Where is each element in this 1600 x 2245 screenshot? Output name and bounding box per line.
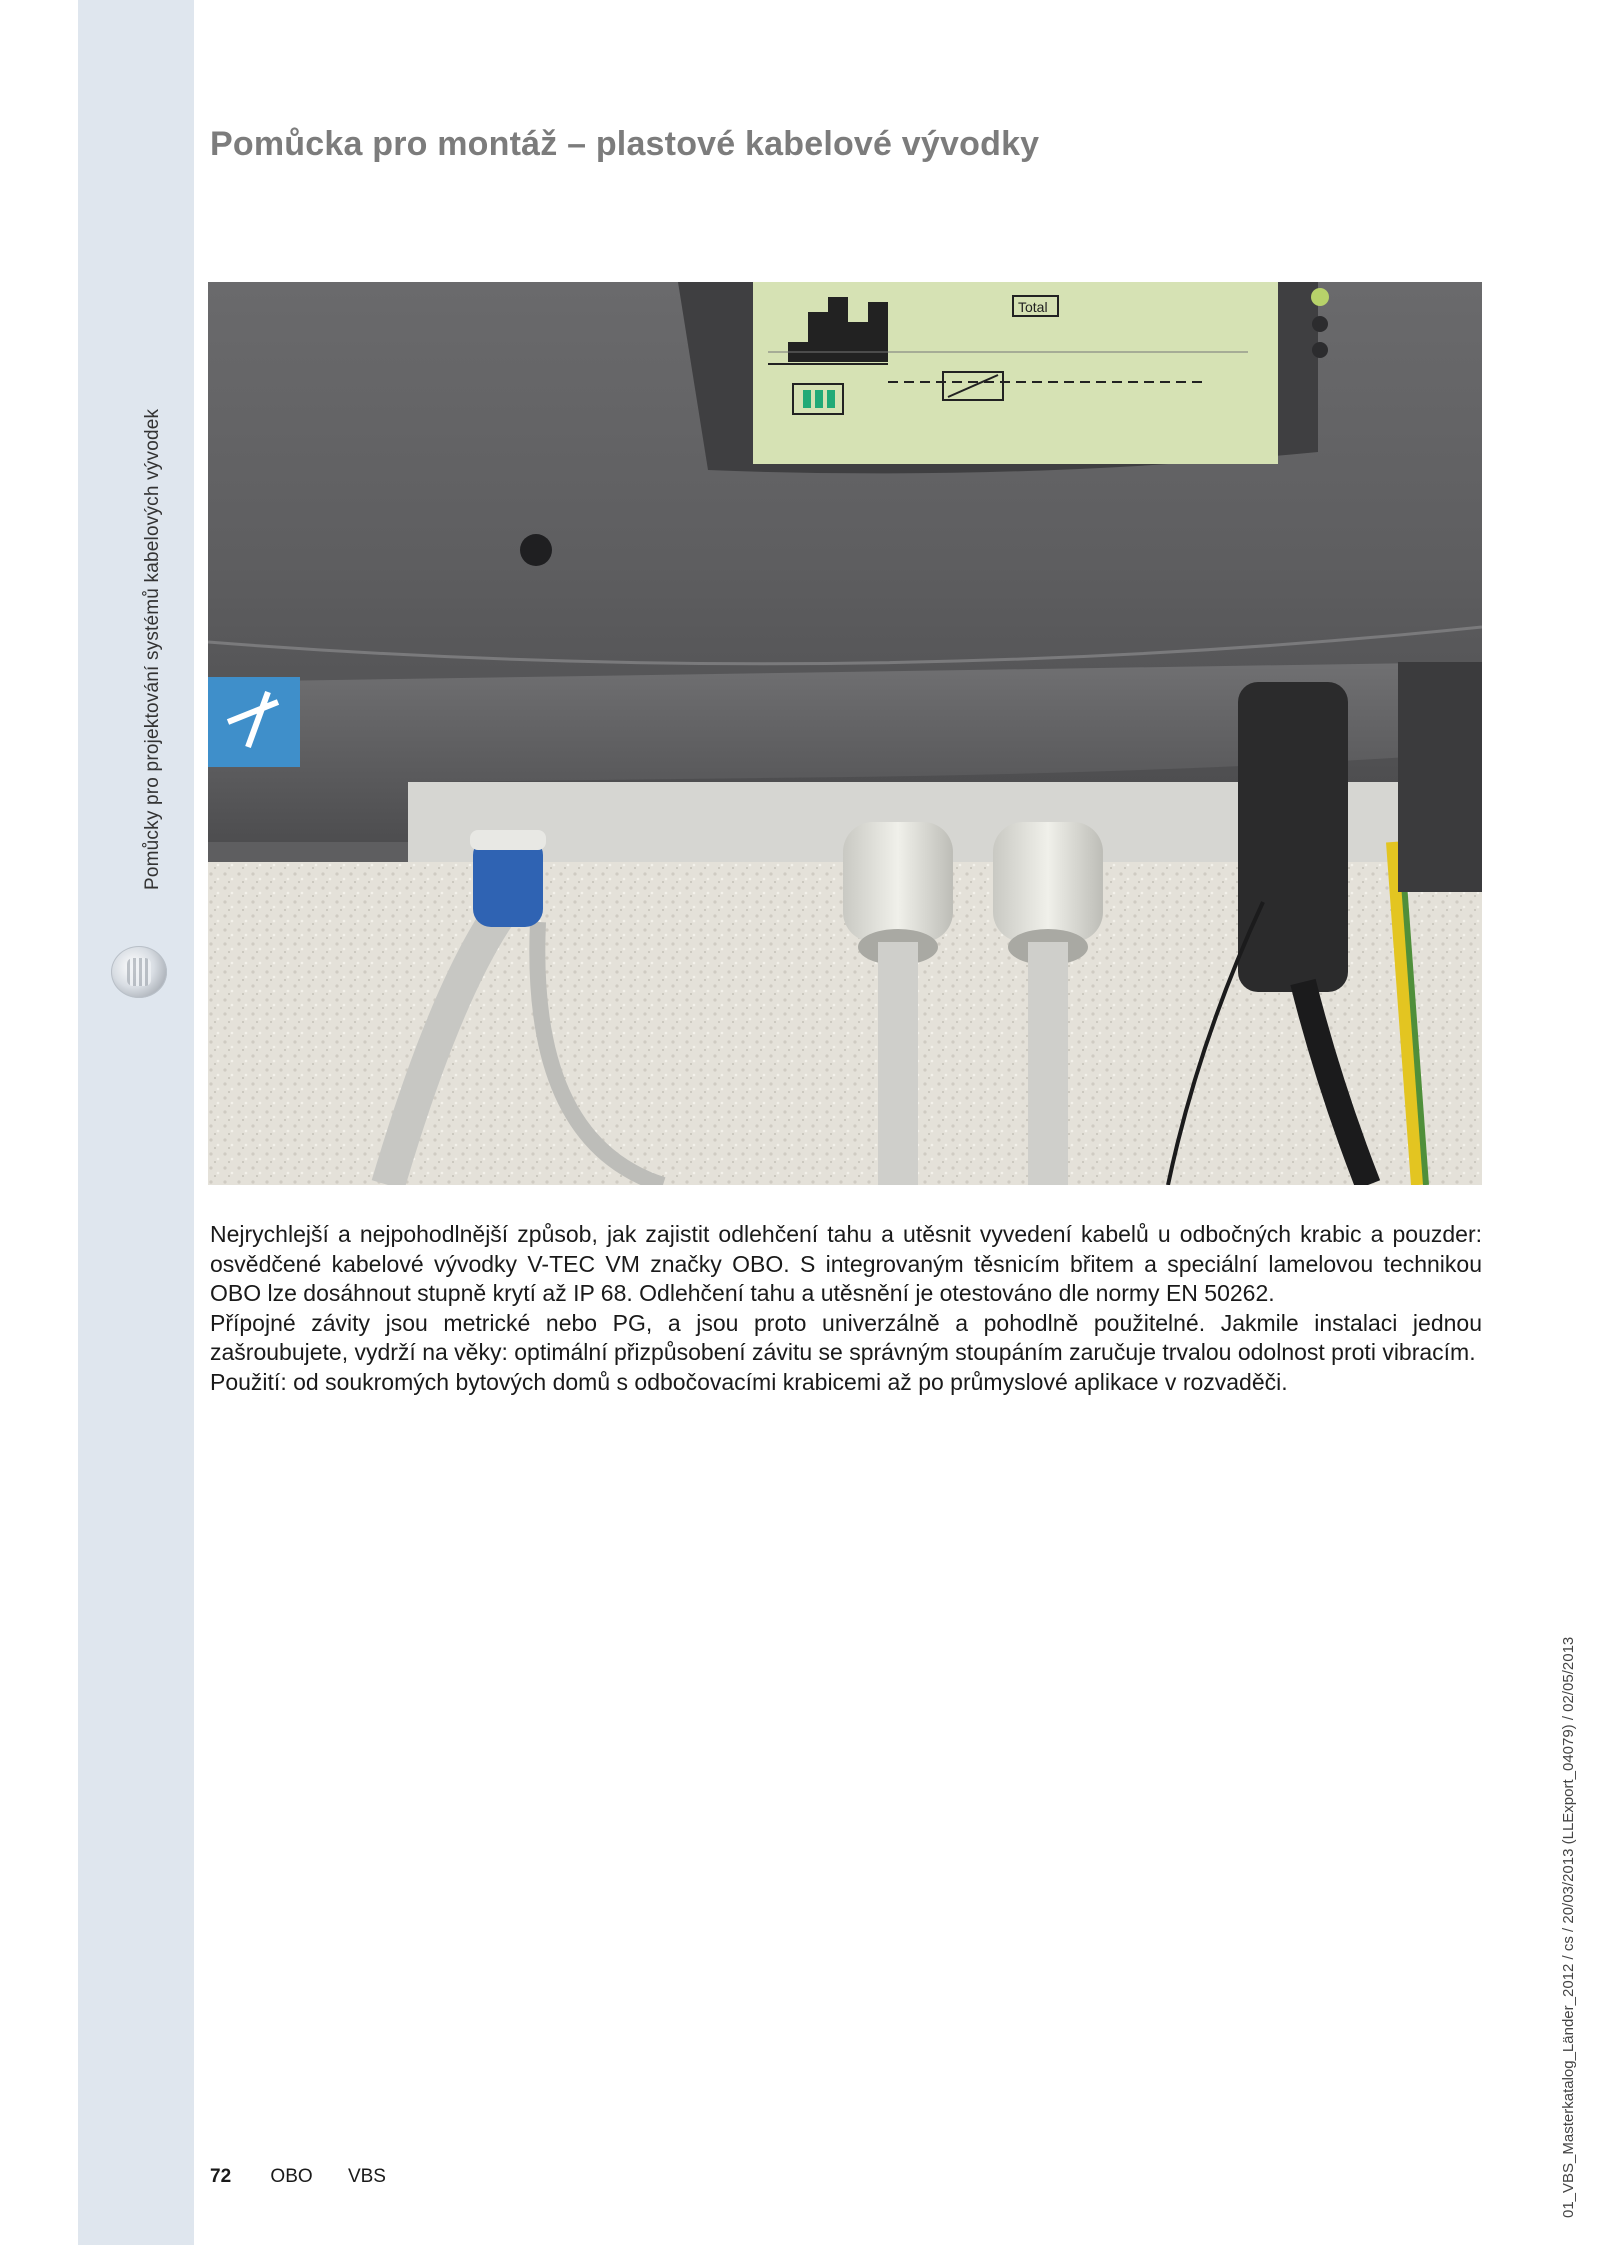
screw-hole bbox=[520, 534, 552, 566]
paragraph: Přípojné závity jsou metrické nebo PG, a jsou proto univerzálně a pohodlně použitelné. Jakmile instalaci jednou zašroubujete, vydrží na věky: optimální přizpůsobení závitu se správným stoupáním zaručuje trvalou odolnost proti vibracím. bbox=[210, 1309, 1482, 1365]
print-imprint: 01_VBS_Masterkatalog_Länder_2012 / cs / 20/03/2013 (LLExport_04079) / 02/05/2013 bbox=[1560, 1636, 1577, 2218]
product-photo bbox=[208, 282, 1482, 1185]
section-label: VBS bbox=[347, 2166, 386, 2187]
status-led-green bbox=[1311, 288, 1329, 306]
sidebar-band bbox=[78, 0, 194, 2245]
body-text bbox=[210, 1220, 1482, 1397]
cable-gland bbox=[843, 822, 953, 942]
page-number: 72 bbox=[210, 2166, 232, 2187]
brand-label: OBO bbox=[270, 2166, 313, 2187]
cable-gland-thumbnail-icon bbox=[111, 946, 167, 998]
sidebar-section-label: Pomůcky pro projektování systémů kabelových vývodek bbox=[142, 408, 163, 890]
page-footer bbox=[210, 2166, 416, 2188]
cable-gland-blue bbox=[473, 837, 543, 927]
lcd-total-label: Total bbox=[1018, 299, 1048, 315]
cable-gland bbox=[993, 822, 1103, 942]
status-led bbox=[1312, 342, 1328, 358]
paragraph: Nejrychlejší a nejpohodlnější způsob, jak zajistit odlehčení tahu a utěsnit vyvedení kabelů u odbočných krabic a pouzder: osvědčené kabelové vývodky V-TEC VM značky OBO. S integrovaným těsnicím břitem a speciální lamelovou technikou OBO lze dosáhnout stupně krytí až IP 68. Odlehčení tahu a utěsnění je otestováno dle normy EN 50262. bbox=[210, 1221, 1482, 1306]
page-title: Pomůcka pro montáž – plastové kabelové vývodky bbox=[210, 125, 1040, 163]
paragraph: Použití: od soukromých bytových domů s odbočovacími krabicemi až po průmyslové aplikace v rozvaděči. bbox=[210, 1368, 1288, 1395]
black-connector bbox=[1238, 682, 1348, 992]
status-led bbox=[1312, 316, 1328, 332]
